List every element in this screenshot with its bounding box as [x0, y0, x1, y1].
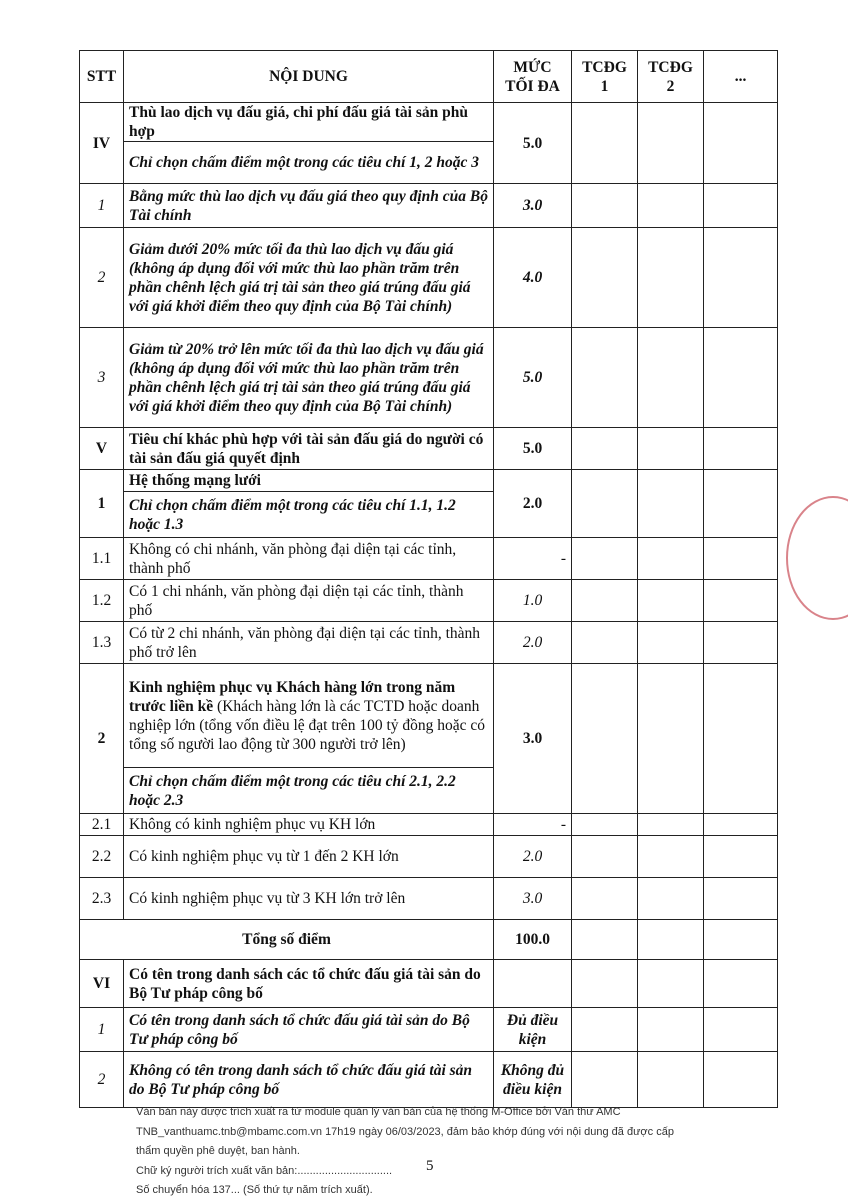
total-max: 100.0 [494, 920, 572, 960]
tcdg2-cell [638, 328, 704, 428]
row-stt: 1 [80, 1008, 124, 1052]
row-text: Có kinh nghiệm phục vụ từ 1 đến 2 KH lớn [124, 836, 494, 878]
tcdg1-cell [572, 1008, 638, 1052]
row-text: Giảm từ 20% trở lên mức tối đa thù lao dịch vụ đấu giá (không áp dụng đối với mức thù lao phần trăm trên phần chênh lệch giá trị tài sản theo giá trúng đấu giá với giá khởi điểm theo quy định của Bộ Tài chính) [124, 328, 494, 428]
total-label: Tổng số điểm [80, 920, 494, 960]
table-row [80, 228, 778, 328]
tcdg1-cell [572, 836, 638, 878]
tcdg2-cell [638, 538, 704, 580]
row-max: 3.0 [494, 664, 572, 814]
tcdg2-cell [638, 428, 704, 470]
tcdg1-cell [572, 470, 638, 538]
tcdg2-cell [638, 1008, 704, 1052]
row-stt: 1.2 [80, 580, 124, 622]
row-title [124, 664, 494, 768]
row-title: Thù lao dịch vụ đấu giá, chi phí đấu giá tài sản phù hợp [124, 103, 494, 142]
row-stt: 2 [80, 228, 124, 328]
footer-line: TNB_vanthuamc.tnb@mbamc.com.vn 17h19 ngày 06/03/2023, đảm bảo khớp đúng với nội dung đã được cấp [136, 1125, 674, 1138]
more-cell [704, 470, 778, 538]
row-title: Hệ thống mạng lưới [124, 470, 494, 492]
more-cell [704, 836, 778, 878]
row-stt: IV [80, 103, 124, 184]
tcdg2-cell [638, 878, 704, 920]
footer-line: Văn bản này được trích xuất ra từ module quản lý văn bản của hệ thống M-Office bởi Văn thư AMC [136, 1106, 621, 1118]
table-row [80, 664, 778, 768]
row-text: Giảm dưới 20% mức tối đa thù lao dịch vụ đấu giá (không áp dụng đối với mức thù lao phần trăm trên phần chênh lệch giá trị tài sản theo giá trúng đấu giá với giá khởi điểm theo quy định của Bộ Tài chính) [124, 228, 494, 328]
row-max [494, 960, 572, 1008]
header-more: ... [704, 51, 778, 103]
more-cell [704, 103, 778, 184]
more-cell [704, 920, 778, 960]
row-max: 3.0 [494, 878, 572, 920]
footer-line: Chữ ký người trích xuất văn bản:............................... [136, 1164, 393, 1177]
row-note: Chỉ chọn chấm điểm một trong các tiêu chí 1.1, 1.2 hoặc 1.3 [124, 492, 494, 538]
more-cell [704, 960, 778, 1008]
row-text: Tiêu chí khác phù hợp với tài sản đấu giá do người có tài sản đấu giá quyết định [124, 428, 494, 470]
row-stt: 2 [80, 1052, 124, 1108]
row-text: Có tên trong danh sách tổ chức đấu giá tài sản do Bộ Tư pháp công bố [124, 1008, 494, 1052]
row-title-bold: Kinh nghiệm phục vụ Khách hàng lớn trong năm trước liền kề [129, 678, 456, 715]
more-cell [704, 622, 778, 664]
tcdg1-cell [572, 920, 638, 960]
row-note: Chỉ chọn chấm điểm một trong các tiêu chí 1, 2 hoặc 3 [124, 142, 494, 184]
row-max: - [494, 814, 572, 836]
tcdg1-cell [572, 580, 638, 622]
row-text: Có 1 chi nhánh, văn phòng đại diện tại các tỉnh, thành phố [124, 580, 494, 622]
tcdg1-cell [572, 328, 638, 428]
row-stt: 2 [80, 664, 124, 814]
red-stamp-seal [786, 496, 848, 620]
table-row [80, 960, 778, 1008]
more-cell [704, 1052, 778, 1108]
more-cell [704, 878, 778, 920]
table-row [80, 328, 778, 428]
row-stt: 2.1 [80, 814, 124, 836]
row-max: 4.0 [494, 228, 572, 328]
row-stt: 1 [80, 184, 124, 228]
more-cell [704, 580, 778, 622]
more-cell [704, 664, 778, 814]
tcdg1-cell [572, 184, 638, 228]
page-number: 5 [426, 1158, 434, 1174]
more-cell [704, 184, 778, 228]
header-tcdg2: TCĐG 2 [638, 51, 704, 103]
table-header-row [80, 51, 778, 103]
row-stt: 3 [80, 328, 124, 428]
tcdg2-cell [638, 814, 704, 836]
table-row [80, 103, 778, 142]
footer-line: Số chuyển hóa 137... (Số thứ tự năm trích xuất). [136, 1184, 373, 1196]
tcdg1-cell [572, 622, 638, 664]
tcdg2-cell [638, 960, 704, 1008]
row-text: Không có kinh nghiệm phục vụ KH lớn [124, 814, 494, 836]
tcdg1-cell [572, 1052, 638, 1108]
row-max: 5.0 [494, 103, 572, 184]
table-row [80, 1052, 778, 1108]
total-row [80, 920, 778, 960]
tcdg2-cell [638, 836, 704, 878]
tcdg2-cell [638, 580, 704, 622]
row-max: 2.0 [494, 836, 572, 878]
row-stt: 2.3 [80, 878, 124, 920]
row-max: 3.0 [494, 184, 572, 228]
row-stt: 1.1 [80, 538, 124, 580]
tcdg2-cell [638, 228, 704, 328]
tcdg2-cell [638, 103, 704, 184]
table-row [80, 538, 778, 580]
table-row [80, 878, 778, 920]
row-note: Chỉ chọn chấm điểm một trong các tiêu chí 2.1, 2.2 hoặc 2.3 [124, 768, 494, 814]
header-tcdg1: TCĐG 1 [572, 51, 638, 103]
row-text: Có tên trong danh sách các tổ chức đấu giá tài sản do Bộ Tư pháp công bố [124, 960, 494, 1008]
tcdg2-cell [638, 920, 704, 960]
header-stt: STT [80, 51, 124, 103]
row-max: 5.0 [494, 328, 572, 428]
table-row [80, 428, 778, 470]
more-cell [704, 538, 778, 580]
tcdg1-cell [572, 103, 638, 184]
row-max: Không đủ điều kiện [494, 1052, 572, 1108]
more-cell [704, 814, 778, 836]
row-max: 5.0 [494, 428, 572, 470]
header-max: MỨC TỐI ĐA [494, 51, 572, 103]
footer-line: thẩm quyền phê duyệt, ban hành. [136, 1145, 300, 1157]
row-max: Đủ điều kiện [494, 1008, 572, 1052]
tcdg2-cell [638, 1052, 704, 1108]
row-stt: V [80, 428, 124, 470]
table-row [80, 184, 778, 228]
row-text: Bằng mức thù lao dịch vụ đấu giá theo quy định của Bộ Tài chính [124, 184, 494, 228]
tcdg1-cell [572, 428, 638, 470]
row-text: Không có chi nhánh, văn phòng đại diện tại các tỉnh, thành phố [124, 538, 494, 580]
row-stt: VI [80, 960, 124, 1008]
row-text: Có kinh nghiệm phục vụ từ 3 KH lớn trở lên [124, 878, 494, 920]
row-stt: 1.3 [80, 622, 124, 664]
tcdg1-cell [572, 878, 638, 920]
tcdg2-cell [638, 622, 704, 664]
tcdg1-cell [572, 814, 638, 836]
tcdg1-cell [572, 664, 638, 814]
table-row [80, 814, 778, 836]
row-stt: 1 [80, 470, 124, 538]
table-row [80, 580, 778, 622]
row-max: - [494, 538, 572, 580]
more-cell [704, 228, 778, 328]
more-cell [704, 328, 778, 428]
table-row [80, 470, 778, 492]
tcdg1-cell [572, 960, 638, 1008]
row-title-rest: (Khách hàng lớn là các TCTD hoặc doanh nghiệp lớn (tổng vốn điều lệ đạt trên 100 tỷ đồng hoặc có tổng số người lao động từ 300 người trở lên) [129, 697, 486, 753]
row-max: 1.0 [494, 580, 572, 622]
more-cell [704, 1008, 778, 1052]
row-max: 2.0 [494, 470, 572, 538]
table-row [80, 836, 778, 878]
more-cell [704, 428, 778, 470]
row-stt: 2.2 [80, 836, 124, 878]
tcdg2-cell [638, 470, 704, 538]
table-row [80, 1008, 778, 1052]
table-row [80, 622, 778, 664]
tcdg2-cell [638, 184, 704, 228]
tcdg2-cell [638, 664, 704, 814]
header-content: NỘI DUNG [124, 51, 494, 103]
tcdg1-cell [572, 228, 638, 328]
row-text: Không có tên trong danh sách tổ chức đấu giá tài sản do Bộ Tư pháp công bố [124, 1052, 494, 1108]
row-max: 2.0 [494, 622, 572, 664]
row-text: Có từ 2 chi nhánh, văn phòng đại diện tại các tỉnh, thành phố trở lên [124, 622, 494, 664]
tcdg1-cell [572, 538, 638, 580]
extraction-footer [136, 1103, 674, 1201]
scoring-table [79, 50, 778, 1108]
